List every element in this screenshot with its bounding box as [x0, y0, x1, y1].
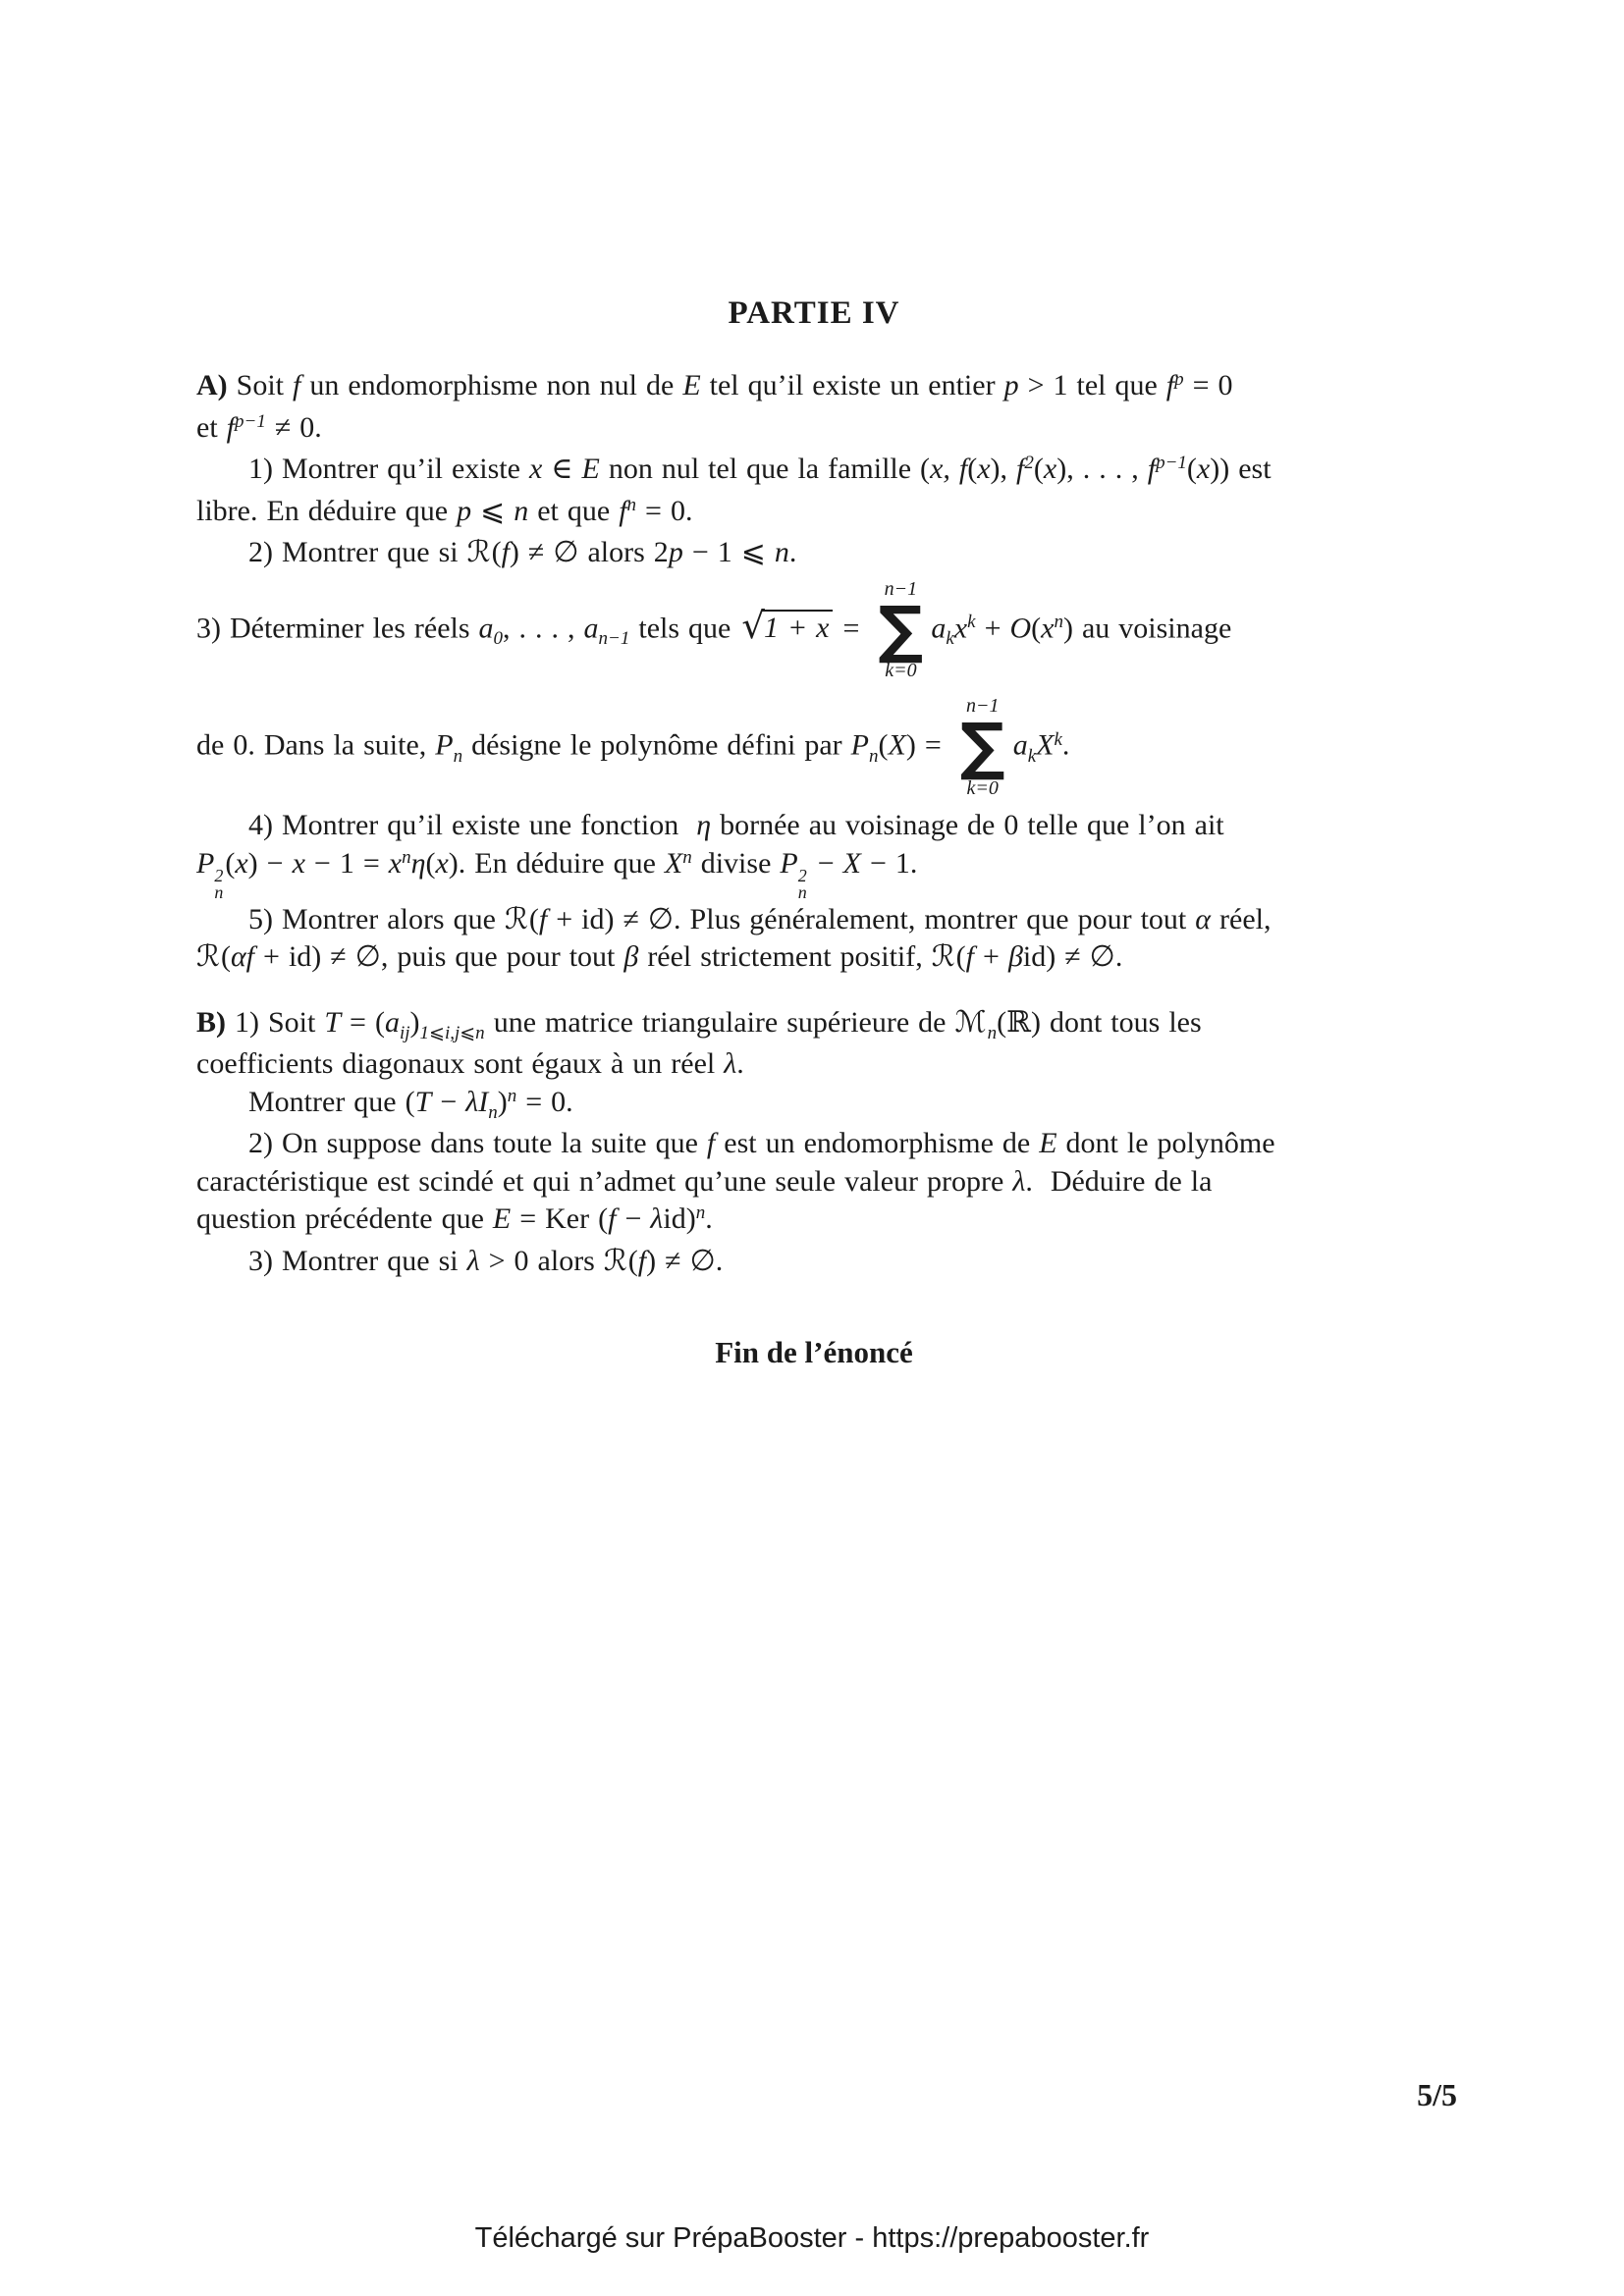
- subscript: k: [1027, 745, 1037, 767]
- text-line: [196, 534, 1432, 572]
- math-italic: E: [492, 1202, 512, 1236]
- text-run: − 1.: [860, 846, 918, 880]
- text-run: =: [834, 611, 869, 644]
- math-italic: λI: [465, 1085, 489, 1118]
- text-run: ),: [990, 453, 1017, 485]
- text-run: (: [878, 728, 889, 762]
- text-run: )) est: [1210, 453, 1272, 485]
- text-run: ⩽: [471, 494, 514, 527]
- subscript: n: [453, 745, 463, 767]
- page-number: 5/5: [1417, 2077, 1457, 2112]
- text-run: + id) ≠ ∅. Plus généralement, montrer que pour tout: [547, 902, 1196, 935]
- text-line: [196, 1125, 1432, 1163]
- text-run: tel qu’il existe un entier: [700, 369, 1004, 401]
- text-run: tels que: [629, 611, 740, 644]
- superscript: p−1: [235, 410, 266, 432]
- text-run: , . . . ,: [503, 611, 584, 644]
- text-run: 2) Montrer que si: [248, 536, 467, 568]
- script-letter: ℛ: [466, 535, 491, 569]
- text-run: Soit: [227, 369, 294, 401]
- math-italic: X: [664, 846, 683, 880]
- superscript: n: [507, 1085, 517, 1106]
- math-italic: α: [1195, 902, 1212, 935]
- text-run: −: [808, 846, 843, 880]
- section-title: PARTIE IV: [728, 295, 900, 331]
- text-run: > 0 alors: [479, 1244, 604, 1277]
- text-run: bornée au voisinage de 0 telle que l’on ait: [711, 809, 1224, 842]
- download-attribution: Téléchargé sur PrépaBooster - https://prepabooster.fr: [474, 2222, 1150, 2254]
- text-line: [196, 493, 1432, 535]
- text-run: > 1 tel que: [1018, 369, 1166, 401]
- text-run: ), . . . ,: [1056, 453, 1148, 485]
- math-italic: f: [1147, 453, 1157, 485]
- script-letter: ℳ: [954, 1004, 987, 1040]
- text-run: ) −: [247, 846, 293, 880]
- text-run: = 0.: [636, 494, 693, 527]
- text-run: et que: [528, 494, 620, 527]
- text-run: id) ≠ ∅.: [1022, 940, 1123, 974]
- text-run: ): [497, 1085, 508, 1118]
- text-run: non nul tel que la famille (: [599, 453, 931, 485]
- math-italic: x: [235, 846, 248, 880]
- math-italic: η: [696, 809, 712, 842]
- document-body: [196, 367, 1432, 1280]
- math-italic: f: [226, 410, 235, 444]
- stack-subscript: n: [214, 881, 224, 902]
- text-line: [196, 1201, 1432, 1243]
- text-line: [196, 451, 1432, 493]
- math-italic: f: [637, 1244, 647, 1277]
- math-italic: x: [1043, 453, 1057, 485]
- math-italic: f: [1165, 369, 1175, 401]
- math-italic: O: [1009, 611, 1032, 644]
- text-run: désigne le polynôme défini par: [462, 728, 851, 762]
- text-run: (: [491, 536, 502, 568]
- text-line: [196, 367, 1432, 409]
- subscript: n: [869, 745, 879, 767]
- math-italic: x: [1041, 611, 1055, 644]
- text-run: 4) Montrer qu’il existe une fonction: [248, 809, 697, 842]
- text-run: question précédente que: [196, 1202, 493, 1236]
- math-italic: f: [608, 1202, 617, 1236]
- text-run: (: [955, 940, 966, 974]
- text-run: (: [1186, 453, 1197, 485]
- text-run: 3) Déterminer les réels: [196, 611, 479, 644]
- math-italic: a: [478, 611, 494, 644]
- math-italic: x: [292, 846, 305, 880]
- sup-sub-stack: [214, 865, 225, 902]
- sum-lower-limit: k=0: [885, 660, 917, 682]
- text-run: est un endomorphisme de: [715, 1127, 1040, 1160]
- math-italic: X: [1036, 728, 1055, 762]
- text-run: ): [409, 1005, 420, 1039]
- sigma-glyph: ∑: [878, 593, 924, 667]
- text-run: un endomorphisme non nul de: [300, 369, 683, 401]
- text-line: [196, 572, 1432, 690]
- text-run: divise: [691, 846, 781, 880]
- math-italic: x: [953, 611, 968, 644]
- text-run: réel strictement positif,: [638, 940, 932, 974]
- text-run: (: [627, 1244, 638, 1277]
- text-run: − 1 =: [304, 846, 389, 880]
- text-run: (: [1033, 453, 1044, 485]
- text-run: +: [974, 940, 1008, 974]
- math-italic: f: [706, 1127, 716, 1160]
- text-run: − 1 ⩽: [682, 536, 775, 568]
- text-run: .: [736, 1047, 744, 1081]
- math-italic: f: [293, 369, 301, 401]
- superscript: n: [1054, 611, 1063, 632]
- sup-sub-stack: [797, 865, 809, 902]
- text-run: (: [1031, 611, 1042, 644]
- text-run: .: [788, 536, 797, 568]
- text-run: une matrice triangulaire supérieure de: [484, 1005, 955, 1039]
- math-italic: x: [435, 846, 449, 880]
- text-line: [196, 1163, 1432, 1201]
- script-letter: ℛ: [504, 901, 528, 936]
- text-run: libre. En déduire que: [196, 494, 458, 527]
- text-run: de 0. Dans la suite,: [196, 728, 436, 762]
- text-run: caractéristique est scindé et qui n’admet qu’une seule valeur propre: [196, 1164, 1013, 1198]
- superscript: 2: [1024, 453, 1034, 473]
- text-run: (: [425, 846, 436, 880]
- text-line: [196, 845, 1432, 901]
- text-run: 2) On suppose dans toute la suite que: [248, 1127, 707, 1160]
- text-run: 3) Montrer que si: [248, 1244, 467, 1277]
- text-run: (: [967, 453, 978, 485]
- superscript: p: [1174, 369, 1184, 390]
- text-line: [196, 1243, 1432, 1281]
- math-italic: a: [931, 611, 947, 644]
- text-line: [196, 1084, 1432, 1126]
- superscript: k: [967, 611, 976, 632]
- subscript: n: [488, 1101, 498, 1123]
- math-italic: x: [977, 453, 991, 485]
- math-italic: λ: [466, 1244, 480, 1277]
- text-run: et: [196, 410, 227, 444]
- math-italic: a: [583, 611, 599, 644]
- superscript: k: [1054, 728, 1062, 750]
- superscript: n: [695, 1202, 706, 1224]
- math-italic: a: [1012, 728, 1028, 762]
- text-line: [196, 1045, 1432, 1084]
- text-run: +: [975, 611, 1010, 644]
- subscript: 0: [493, 627, 504, 649]
- text-run: (: [528, 902, 539, 935]
- text-run: ) ≠ ∅.: [646, 1244, 724, 1277]
- math-italic: x: [528, 453, 543, 485]
- radicand: 1 + x: [762, 610, 833, 644]
- text-run: ) =: [905, 728, 950, 762]
- math-italic: p: [668, 536, 683, 568]
- superscript: p−1: [1156, 453, 1187, 473]
- math-italic: E: [1039, 1127, 1057, 1160]
- text-run: (: [220, 940, 231, 974]
- subscript: 1⩽i,j⩽n: [419, 1022, 485, 1043]
- text-line: [196, 901, 1432, 939]
- summation: [878, 578, 923, 683]
- sum-upper-limit: n−1: [965, 695, 1000, 718]
- math-italic: f: [1016, 453, 1025, 485]
- text-run: 1) Montrer qu’il existe: [248, 453, 529, 485]
- math-italic: β: [1007, 940, 1023, 974]
- sum-lower-limit: k=0: [966, 777, 999, 800]
- text-run: 1) Soit: [226, 1005, 325, 1039]
- math-italic: P: [850, 728, 869, 762]
- math-italic: λ: [1012, 1164, 1026, 1198]
- math-italic: f: [619, 494, 627, 527]
- text-run: ≠ 0.: [265, 410, 322, 444]
- text-run: .: [1061, 728, 1070, 762]
- text-run: (ℝ) dont tous les: [997, 1005, 1202, 1039]
- math-italic: T: [414, 1085, 432, 1118]
- summation: [960, 695, 1005, 800]
- stack-subscript: n: [797, 881, 807, 902]
- text-run: = Ker (: [511, 1202, 609, 1236]
- math-italic: f: [965, 940, 975, 974]
- text-run: = 0.: [516, 1085, 573, 1118]
- subscript: ij: [399, 1022, 410, 1043]
- math-italic: p: [1003, 369, 1019, 401]
- text-run: Montrer que (: [248, 1085, 415, 1118]
- math-italic: β: [623, 940, 639, 974]
- stack-superscript: 2: [797, 865, 807, 885]
- end-of-document-label: Fin de l’énoncé: [715, 1335, 913, 1370]
- radical-glyph: √: [741, 604, 765, 647]
- math-italic: P: [196, 846, 215, 880]
- stack-superscript: 2: [214, 865, 224, 885]
- text-run: −: [616, 1202, 651, 1236]
- math-italic: n: [514, 494, 529, 527]
- math-italic: X: [888, 728, 906, 762]
- script-letter: ℛ: [196, 939, 220, 975]
- bold-text: A): [196, 369, 228, 401]
- math-italic: E: [581, 453, 600, 485]
- math-italic: λ: [724, 1047, 737, 1081]
- square-root: [741, 604, 832, 647]
- text-line: [196, 807, 1432, 845]
- text-run: −: [431, 1085, 466, 1118]
- subscript: n−1: [598, 627, 630, 649]
- math-italic: X: [842, 846, 861, 880]
- text-run: ∈: [542, 453, 582, 485]
- math-italic: f: [501, 536, 510, 568]
- script-letter: ℛ: [603, 1243, 627, 1278]
- text-run: ) au voisinage: [1062, 611, 1232, 644]
- sigma-glyph: ∑: [959, 711, 1005, 784]
- sum-upper-limit: n−1: [884, 577, 918, 600]
- text-run: réel,: [1211, 902, 1272, 935]
- subscript: k: [946, 627, 954, 649]
- superscript: n: [682, 846, 692, 868]
- text-line: [196, 938, 1432, 977]
- math-italic: λ: [650, 1202, 664, 1236]
- text-run: + id) ≠ ∅, puis que pour tout: [254, 940, 624, 974]
- text-run: coefficients diagonaux sont égaux à un réel: [196, 1047, 725, 1081]
- superscript: n: [626, 494, 637, 515]
- bold-text: B): [196, 1005, 226, 1039]
- math-italic: E: [682, 369, 701, 401]
- text-run: . Déduire de la: [1025, 1164, 1213, 1198]
- script-letter: ℛ: [931, 939, 955, 975]
- math-italic: x: [1196, 453, 1211, 485]
- math-italic: a: [384, 1005, 400, 1039]
- text-line: [196, 409, 1432, 452]
- math-italic: n: [774, 536, 789, 568]
- math-italic: f: [538, 902, 548, 935]
- math-italic: η: [410, 846, 426, 880]
- math-italic: P: [435, 728, 454, 762]
- text-run: ). En déduire que: [448, 846, 665, 880]
- text-line: [196, 1004, 1432, 1046]
- math-italic: T: [324, 1005, 342, 1039]
- subscript: n: [987, 1022, 998, 1043]
- text-line: [196, 689, 1432, 807]
- math-italic: x: [388, 846, 403, 880]
- math-italic: αf: [230, 940, 255, 974]
- math-italic: p: [457, 494, 472, 527]
- text-run: dont le polynôme: [1056, 1127, 1275, 1160]
- text-run: = (: [341, 1005, 385, 1039]
- text-run: ) ≠ ∅ alors 2: [509, 536, 669, 568]
- text-run: = 0: [1183, 369, 1233, 401]
- text-run: 5) Montrer alors que: [248, 902, 505, 935]
- superscript: n: [402, 846, 411, 868]
- text-run: id): [663, 1202, 696, 1236]
- text-run: (: [225, 846, 236, 880]
- text-run: .: [705, 1202, 713, 1236]
- math-italic: P: [780, 846, 798, 880]
- math-italic: x, f: [930, 453, 968, 485]
